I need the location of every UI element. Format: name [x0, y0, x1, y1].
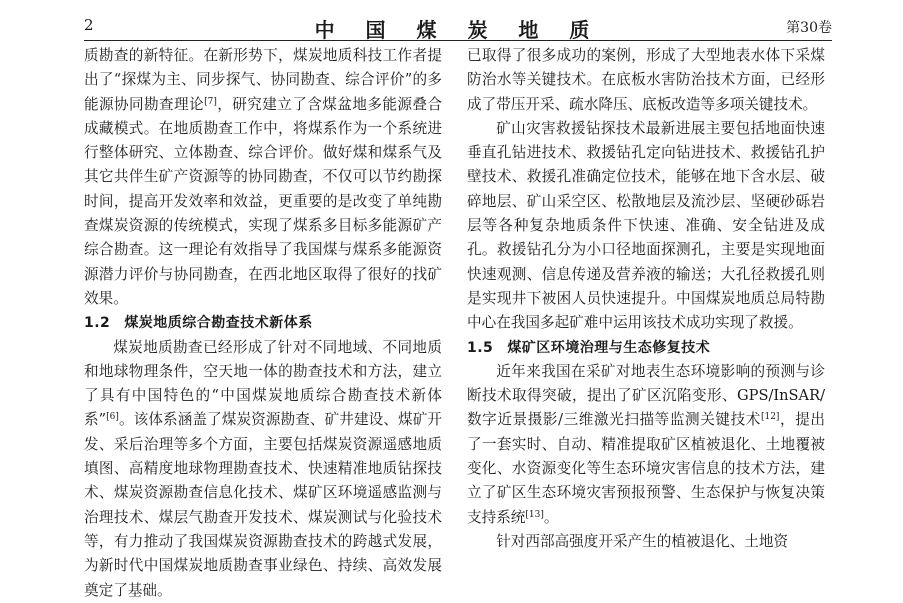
paragraph-text: ，研究建立了含煤盆地多能源叠合成藏模式。在地质勘查工作中，将煤系作为一个系统进行整体研究、立体勘查、综合评价。做好煤和煤系气及其它共伴生矿产资源等的协同勘查，不仅可以节约勘探时间，提高开发效率和效益，更重要的是改变了单纯勘查煤炭资源的传统模式，实现了煤系多目标多能源矿产综合勘查。这一理论有效指导了我国煤与煤系多能源资源潜力评价与协同勘查，在西北地区取得了很好的找矿效果。 [84, 95, 442, 307]
paragraph-text: 质勘查的新特征。在新形势下，煤炭地质科技工作者提出了“探煤为主、同步探气、协同勘查、综合评价”的多能源协同勘查理论 [84, 47, 442, 113]
paragraph-text: 。该体系涵盖了煤炭资源勘查、矿井建设、煤矿开发、采后治理等多个方面，主要包括煤炭资源遥感地质填图、高精度地球物理勘查技术、快速精准地质钻探技术、煤炭资源勘查信息化技术、煤矿区环境遥感监测与治理技术、煤层气勘查开发技术、煤炭测试与化验技术等，有力推动了我国煤炭资源勘查技术的跨越式发展，为新时代中国煤炭地质勘查事业绿色、持续、高效发展奠定了基础。 [84, 411, 442, 599]
paragraph [467, 360, 825, 530]
paragraph: 已取得了很多成功的案例，形成了大型地表水体下采煤防治水等关键技术。在底板水害防治技术方面，已经形成了带压开采、疏水降压、底板改造等多项关键技术。 [467, 47, 825, 113]
header-rule [84, 40, 832, 41]
paragraph-text: 近年来我国在采矿对地表生态环境影响的预测与诊断技术取得突破，提出了矿区沉陷变形、GPS/InSAR/数字近景摄影/三维激光扫描等监测关键技术 [467, 362, 825, 429]
section-number: 1.2 [84, 315, 111, 332]
paragraph [84, 336, 442, 603]
section-title: 煤矿区环境治理与生态修复技术 [507, 339, 711, 356]
paragraph-text: ，提出了一套实时、自动、精准提取矿区植被退化、土地覆被变化、水资源变化等生态环境灾害信息的技术方法，建立了矿区生态环境灾害预报预警、生态保护与恢复决策支持系统 [467, 411, 825, 526]
citation[interactable]: [13] [525, 509, 544, 520]
journal-title: 中 国 煤 炭 地 质 [314, 18, 602, 42]
right-column [467, 44, 825, 554]
citation[interactable]: [6] [106, 412, 119, 423]
page-header [84, 14, 832, 40]
section-heading [84, 311, 442, 335]
paragraph: 矿山灾害救援钻探技术最新进展主要包括地面快速垂直孔钻进技术、救援钻孔定向钻进技术、救援钻孔护壁技术、救援孔准确定位技术，能够在地下含水层、破碎地层、矿山采空区、松散地层及流沙层、坚硬砂砾岩层等各种复杂地质条件下快速、准确、安全钻进及成孔。救援钻孔分为小口径地面探测孔，主要是实现地面快速观测、信息传递及营养液的输送；大孔径救援孔则是实现井下被困人员快速提升。中国煤炭地质总局特勘中心在我国多起矿难中运用该技术成功实现了救援。 [467, 119, 825, 332]
paragraph-text: 煤炭地质勘查已经形成了针对不同地域、不同地质和地球物理条件，空天地一体的勘查技术和方法，建立了具有中国特色的“中国煤炭地质综合勘查技术新体系” [84, 338, 442, 429]
paragraph-text: 。 [543, 508, 559, 526]
left-column [84, 44, 442, 603]
section-number: 1.5 [467, 339, 494, 356]
citation[interactable]: [7] [204, 96, 217, 107]
section-heading [467, 336, 825, 360]
page-number: 2 [84, 16, 94, 34]
paragraph: 针对西部高强度开采产生的植被退化、土地资 [496, 532, 789, 550]
citation[interactable]: [12] [760, 412, 780, 423]
paragraph [84, 44, 442, 311]
volume-label: 第30卷 [786, 20, 832, 36]
section-title: 煤炭地质综合勘查技术新体系 [124, 315, 313, 332]
